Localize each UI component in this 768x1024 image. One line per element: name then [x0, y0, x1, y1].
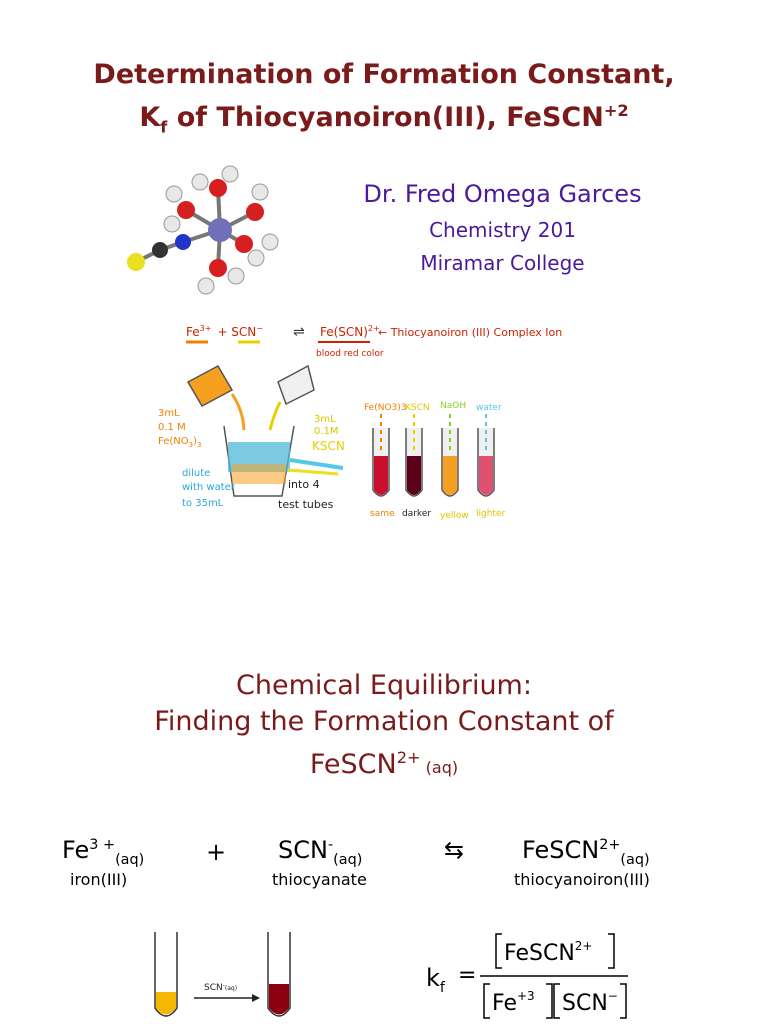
sketch-dilute-2: with water [182, 482, 235, 493]
sketch-complex-note: ← Thiocyanoiron (III) Complex Ion [378, 326, 563, 339]
kf-denominator-scn: SCN− [562, 989, 618, 1016]
kf-label: $k_f$ [426, 964, 445, 996]
sketch-dilute-3: to 35mL [182, 498, 224, 509]
test-tube-icon [155, 932, 177, 1016]
eq-iron-species: $Fe^{3 +}_{(aq)}$ [62, 836, 145, 868]
sketch-kscn-concentration: 0.1M [314, 426, 339, 437]
kf-expression [424, 930, 634, 1022]
section-title-line3: FeSCN$^{2+}$ (aq) [309, 748, 459, 780]
sketch-fe-concentration: 0.1 M [158, 422, 186, 433]
tube-comparison [140, 928, 310, 1024]
section-title-line1: Chemical Equilibrium: [236, 670, 532, 701]
tube-result-lighter: lighter [476, 509, 506, 519]
molecule-model-icon [118, 160, 288, 295]
eq-iron-name: iron(III) [70, 870, 128, 889]
course-name: Chemistry 201 [429, 218, 576, 242]
kf-numerator: FeSCN$^{2+}$ [504, 939, 593, 966]
arrow-head-icon [252, 994, 260, 1002]
eq-plus: + [206, 838, 227, 866]
sketch-kscn-volume: 3mL [314, 414, 336, 425]
test-tube-icon [373, 414, 494, 496]
kf-equals: = [458, 963, 477, 988]
test-tube-icon [268, 932, 290, 1016]
sketch-kscn-label: KSCN [312, 439, 345, 453]
tube-result-same: same [370, 509, 395, 519]
page-title-line2 [0, 94, 768, 144]
kf-symbol: K [139, 102, 161, 133]
section-title-line2: Finding the Formation Constant of [154, 706, 614, 737]
title-charge: +2 [603, 101, 629, 120]
sketch-color-note: blood red color [316, 349, 384, 359]
tube-result-darker: darker [402, 509, 432, 519]
sketch-reaction-product: Fe(SCN)$^{2+}$ [320, 324, 380, 339]
arrow-label: $SCN^-_{(aq)}$ [204, 982, 238, 993]
college-name: Miramar College [420, 251, 585, 275]
eq-product-species: FeSCN$^{2+}_{(aq)}$ [522, 836, 650, 868]
tube-label-kscn: KSCN [405, 403, 430, 413]
tube-label-fe: Fe(NO3)3 [364, 403, 407, 413]
page-title-line1: Determination of Formation Constant, [93, 59, 675, 90]
kf-subscript: f [160, 117, 168, 137]
sketch-dilute-1: dilute [182, 468, 211, 479]
tube-label-water: water [476, 403, 502, 413]
eq-equilibrium-arrow: ⇆ [444, 836, 465, 864]
sketch-equilibrium-arrow: ⇌ [293, 324, 305, 340]
kf-denominator-fe: $Fe^{+3}$ [492, 989, 535, 1016]
experiment-sketch [148, 310, 610, 542]
author-name: Dr. Fred Omega Garces [363, 180, 642, 208]
eq-thiocyanate-name: thiocyanate [272, 870, 367, 889]
sketch-into-1: into 4 [288, 478, 320, 491]
title-compound: of Thiocyanoiron(III), FeSCN [167, 102, 604, 133]
sketch-fe-formula: $Fe(NO_3)_3$ [158, 436, 202, 449]
eq-thiocyanate-species: $SCN^-_{(aq)}$ [278, 836, 363, 868]
eq-product-name: thiocyanoiron(III) [514, 870, 650, 889]
sketch-reaction-fe: $Fe^{3+} + SCN^-$ [186, 324, 263, 339]
tube-result-yellow: yellow [440, 511, 469, 521]
tube-label-naoh: NaOH [440, 401, 467, 411]
sketch-into-2: test tubes [278, 498, 334, 511]
sketch-fe-volume: 3mL [158, 408, 180, 419]
